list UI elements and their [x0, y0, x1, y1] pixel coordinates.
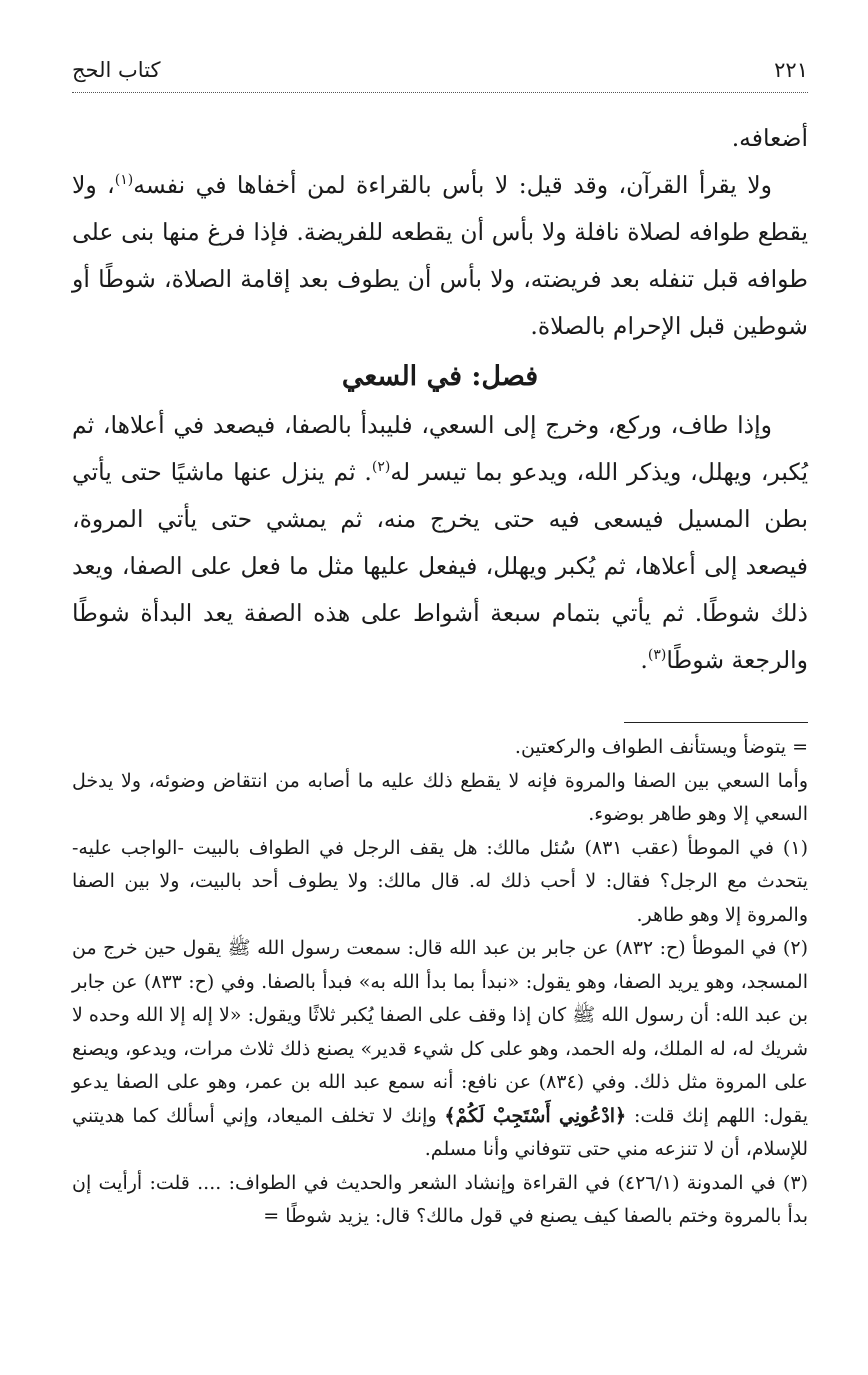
- book-page: [72, 58, 808, 1234]
- quran-quote: ﴿ادْعُونِي أَسْتَجِبْ لَكُمْ﴾: [444, 1104, 627, 1127]
- running-header: [72, 58, 808, 93]
- section-heading: فصل: في السعي: [341, 361, 539, 392]
- main-text: [72, 115, 808, 684]
- footnote-3: (٣) في المدونة (٤٢٦/١) في القراءة وإنشاد الشعر والحديث في الطواف: .... قلت: أرأيت إن بدأ بالمروة وختم بالصفا كيف يصنع في قول مالك؟ قال: يزيد شوطًا =: [72, 1171, 808, 1227]
- footnote-2: [72, 932, 808, 1167]
- footnote-divider: [624, 722, 808, 723]
- footnote-1: (١) في الموطأ (عقب ٨٣١) سُئل مالك: هل يقف الرجل في الطواف بالبيت -الواجب عليه- يتحدث مع الرجل؟ فقال: لا أحب ذلك له. قال مالك: ولا يطوف أحد بالبيت، ولا بين الصفا والمروة إلا وهو طاهر.: [72, 836, 808, 926]
- paragraph-sai: [72, 402, 808, 684]
- footnote-continuation: = يتوضأ ويستأنف الطواف والركعتين.: [514, 736, 808, 758]
- page-number: ٢٢١: [774, 58, 808, 82]
- paragraph-text: . ثم ينزل عنها ماشيًا حتى يأتي بطن المسيل فيسعى فيه حتى يخرج منه، ثم يمشي حتى يأتي المروة، فيصعد إلى أعلاها، ثم يُكبر ويهلل، فيفعل عليها مثل ما فعل على الصفا، ويعد ذلك شوطًا. ثم يأتي بتمام سبعة أشواط على هذه الصفة يعد البدأة شوطًا والرجعة شوطًا: [72, 458, 808, 674]
- footnote-text: وإنك لا تخلف الميعاد، وإني أسألك كما هديتني للإسلام، أن لا تنزعه مني حتى تتوفاني وأنا مسلم.: [72, 1104, 808, 1160]
- paragraph-tawaf: [72, 162, 808, 350]
- footnote-ref-2[interactable]: (٢): [371, 459, 391, 476]
- book-title: كتاب الحج: [72, 58, 161, 82]
- footnote-continuation: وأما السعي بين الصفا والمروة فإنه لا يقطع ذلك عليه ما أصابه من انتقاض وضوئه، ولا يدخل السعي إلا وهو طاهر بوضوء.: [72, 769, 808, 825]
- footnote-ref-1[interactable]: (١): [114, 172, 134, 189]
- paragraph-text: ، ولا يقطع طوافه لصلاة نافلة ولا بأس أن يقطعه للفريضة. فإذا فرغ منها بنى على طوافه قبل تنفله بعد فريضته، ولا بأس أن يطوف بعد إقامة الصلاة، شوطًا أو شوطين قبل الإحرام بالصلاة.: [72, 171, 808, 340]
- footnote-ref-3[interactable]: (٣): [647, 647, 667, 664]
- paragraph-text: ولا يقرأ القرآن، وقد قيل: لا بأس بالقراءة لمن أخفاها في نفسه: [133, 171, 772, 199]
- footnote-text: (٢) في الموطأ (ح: ٨٣٢) عن جابر بن عبد الله قال: سمعت رسول الله ﷺ يقول حين خرج من المسجد، وهو يريد الصفا، وهو يقول: «نبدأ بما بدأ الله به» فبدأ بالصفا. وفي (ح: ٨٣٣) عن جابر بن عبد الله: أن رسول الله ﷺ كان إذا وقف على الصفا يُكبر ثلاثًا ويقول: «لا إله إلا الله وحده لا شريك له، له الملك، وله الحمد، وهو على كل شيء قدير» يصنع ذلك ثلاث مرات، ويدعو، ويصنع على المروة مثل ذلك. وفي (٨٣٤) عن نافع: أنه سمع عبد الله بن عمر، وهو على الصفا يدعو يقول: اللهم إنك قلت:: [72, 937, 808, 1127]
- footnotes: [72, 731, 808, 1234]
- paragraph-text: وإذا طاف، وركع، وخرج إلى السعي، فليبدأ بالصفا، فيصعد في أعلاها، ثم يُكبر، ويهلل، ويذكر الله، ويدعو بما تيسر له: [72, 411, 808, 486]
- paragraph-continuation: أضعافه.: [731, 124, 808, 152]
- paragraph-text: .: [640, 646, 648, 674]
